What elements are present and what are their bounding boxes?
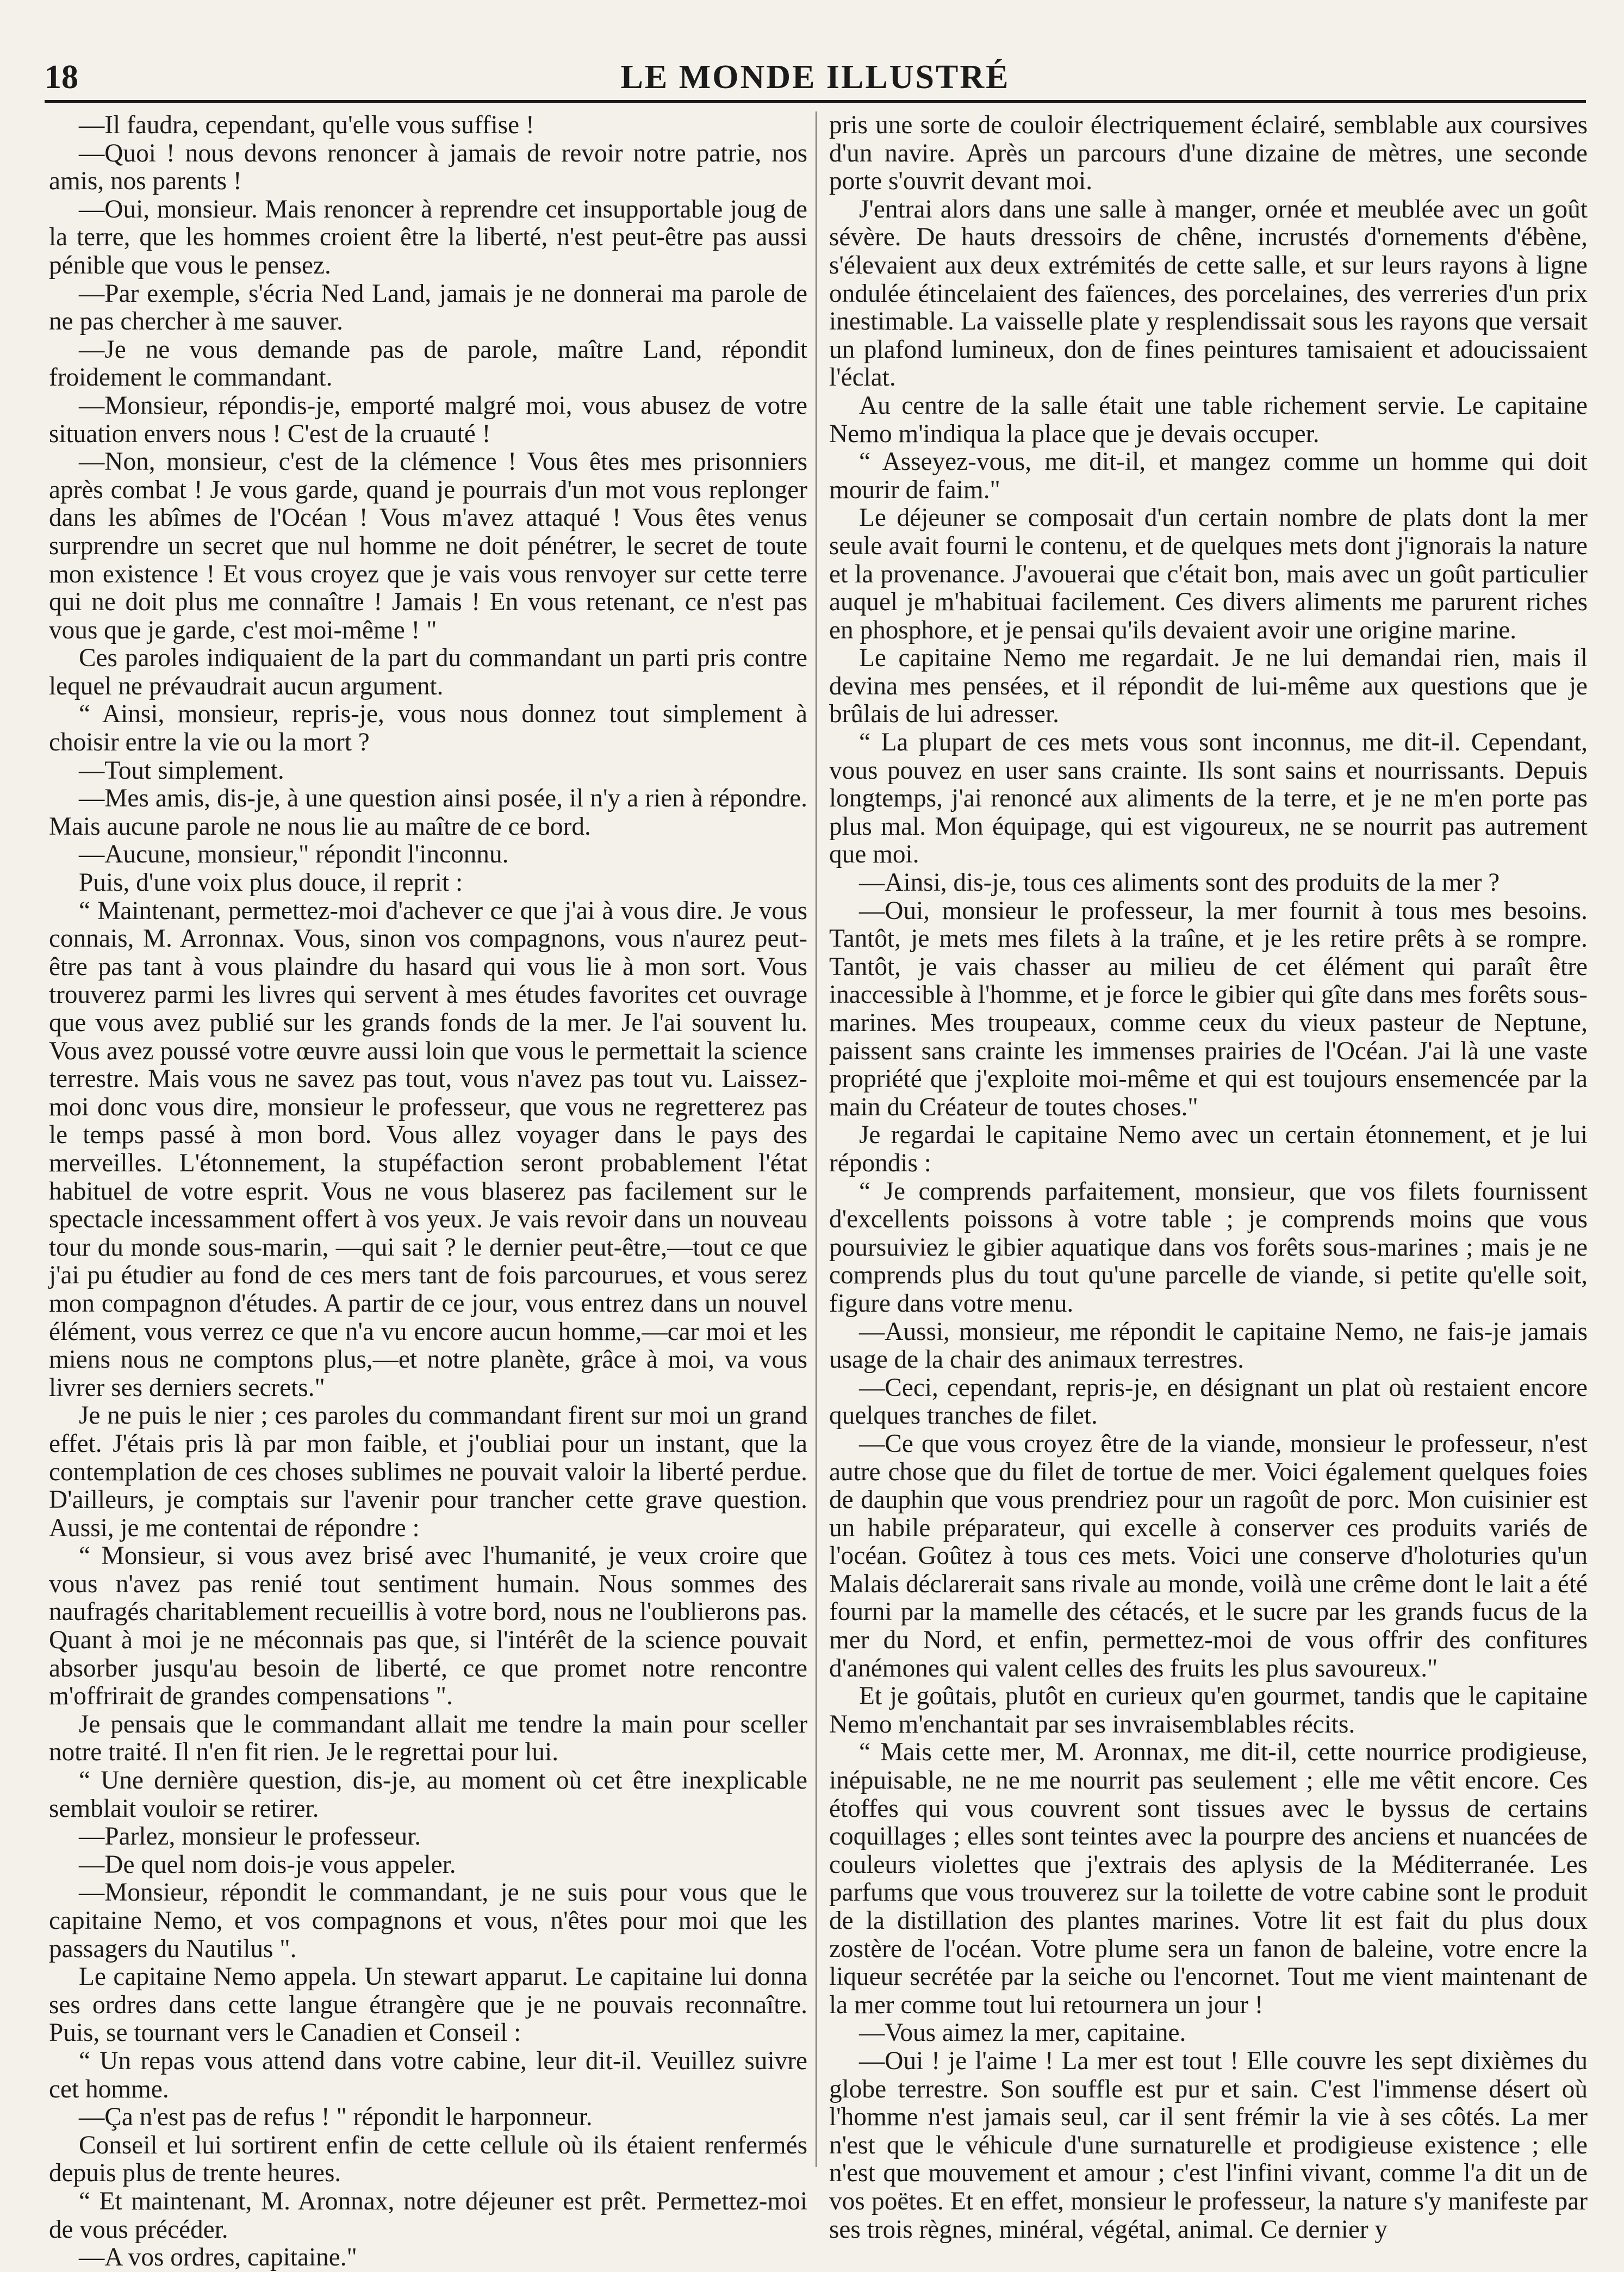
paragraph: —Quoi ! nous devons renoncer à jamais de revoir notre patrie, nos amis, nos parents ! bbox=[49, 139, 807, 196]
paragraph: —Aucune, monsieur," répondit l'inconnu. bbox=[79, 840, 509, 869]
paragraph: Conseil et lui sortirent enfin de cette cellule où ils étaient renfermés depuis plus de trente heures. bbox=[49, 2131, 807, 2188]
publication-title: LE MONDE ILLUSTRÉ bbox=[620, 59, 1010, 96]
paragraph: “ Maintenant, permettez-moi d'achever ce que j'ai à vous dire. Je vous connais, M. Arronnax. Vous, sinon vos compagnons, vous n'aurez peut-être pas tant à vous plaindre du hasard qui vous lie à mon sort. Vous trouverez parmi les livres qui servent à mes études favorites cet ouvrage que vous avez publié sur les grands fonds de la mer. Je l'ai souvent lu. Vous avez poussé votre œuvre aussi loin que vous le permettait la science terrestre. Mais vous ne savez pas tout, vous n'avez pas tout vu. Laissez-moi donc vous dire, monsieur le professeur, que vous ne regretterez pas le temps passé à mon bord. Vous allez voyager dans le pays des merveilles. L'étonnement, la stupéfaction seront probablement l'état habituel de votre esprit. Vous ne vous blaserez pas facilement sur le spectacle incessamment offert à vos yeux. Je vais revoir dans un nouveau tour du monde sous-marin, —qui sait ? le dernier peut-être,—tout ce que j'ai pu étudier au fond de ces mers tant de fois parcourues, et vous serez mon compagnon d'études. A partir de ce jour, vous entrez dans un nouvel élément, vous verrez ce que n'a vu encore aucun homme,—car moi et les miens nous ne comptons plus,—et notre planète, grâce à moi, va vous livrer ses derniers secrets." bbox=[49, 896, 807, 1402]
paragraph: “ Un repas vous attend dans votre cabine, leur dit-il. Veuillez suivre cet homme. bbox=[49, 2046, 807, 2103]
paragraph: —Aussi, monsieur, me répondit le capitaine Nemo, ne fais-je jamais usage de la chair des animaux terrestres. bbox=[829, 1317, 1588, 1374]
paragraph: —Ceci, cependant, repris-je, en désignant un plat où restaient encore quelques tranches de filet. bbox=[829, 1373, 1588, 1430]
paragraph: —Tout simplement. bbox=[79, 756, 284, 785]
column-divider bbox=[816, 111, 817, 2167]
paragraph: Et je goûtais, plutôt en curieux qu'en gourmet, tandis que le capitaine Nemo m'enchantait par ses invraisemblables récits. bbox=[829, 1682, 1588, 1739]
page-number: 18 bbox=[45, 59, 78, 96]
paragraph: —Oui, monsieur. Mais renoncer à reprendre cet insupportable joug de la terre, que les hommes croient être la liberté, n'est peut-être pas aussi pénible que vous le pensez. bbox=[49, 195, 807, 280]
paragraph: “ Asseyez-vous, me dit-il, et mangez comme un homme qui doit mourir de faim." bbox=[829, 448, 1588, 504]
right-column bbox=[829, 111, 1588, 2244]
paragraph: J'entrai alors dans une salle à manger, ornée et meublée avec un goût sévère. De hauts dressoirs de chêne, incrustés d'ornements d'ébène, s'élevaient aux deux extrémités de cette salle, et sur leurs rayons à ligne ondulée étincelaient des faïences, des porcelaines, des verreries d'un prix inestimable. La vaisselle plate y resplendissait sous les rayons que versait un plafond lumineux, don de fines peintures tamisaient et adoucissaient l'éclat. bbox=[829, 195, 1588, 392]
paragraph: —Ça n'est pas de refus ! " répondit le harponneur. bbox=[79, 2103, 593, 2132]
paragraph: “ La plupart de ces mets vous sont inconnus, me dit-il. Cependant, vous pouvez en user sans crainte. Ils sont sains et nourrissants. Depuis longtemps, j'ai renoncé aux aliments de la terre, et je ne m'en porte pas plus mal. Mon équipage, qui est vigoureux, ne se nourrit pas autrement que moi. bbox=[829, 728, 1588, 869]
paragraph: Ces paroles indiquaient de la part du commandant un parti pris contre lequel ne prévaudrait aucun argument. bbox=[49, 644, 807, 700]
paragraph: —Ainsi, dis-je, tous ces aliments sont des produits de la mer ? bbox=[859, 868, 1500, 897]
paragraph: —Mes amis, dis-je, à une question ainsi posée, il n'y a rien à répondre. Mais aucune parole ne nous lie au maître de ce bord. bbox=[49, 784, 807, 841]
paragraph: —Monsieur, répondis-je, emporté malgré moi, vous abusez de votre situation envers nous ! C'est de la cruauté ! bbox=[49, 391, 807, 448]
paragraph: pris une sorte de couloir électriquement éclairé, semblable aux coursives d'un navire. Après un parcours d'une dizaine de mètres, une seconde porte s'ouvrit devant moi. bbox=[829, 111, 1588, 196]
paragraph: —Je ne vous demande pas de parole, maître Land, répondit froidement le commandant. bbox=[49, 335, 807, 392]
paragraph: Je ne puis le nier ; ces paroles du commandant firent sur moi un grand effet. J'étais pris là par mon faible, et j'oubliai pour un instant, que la contemplation de ces choses sublimes ne pouvait valoir la liberté perdue. D'ailleurs, je comptais sur l'avenir pour trancher cette grave question. Aussi, je me contentai de répondre : bbox=[49, 1401, 807, 1542]
paragraph: “ Ainsi, monsieur, repris-je, vous nous donnez tout simplement à choisir entre la vie ou la mort ? bbox=[49, 700, 807, 757]
paragraph: Au centre de la salle était une table richement servie. Le capitaine Nemo m'indiqua la place que je devais occuper. bbox=[829, 391, 1588, 448]
paragraph: Le capitaine Nemo appela. Un stewart apparut. Le capitaine lui donna ses ordres dans cette langue étrangère que je ne pouvais reconnaître. Puis, se tournant vers le Canadien et Conseil : bbox=[49, 1963, 807, 2047]
paragraph: “ Je comprends parfaitement, monsieur, que vos filets fournissent d'excellents poissons à votre table ; je comprends moins que vous poursuiviez le gibier aquatique dans vos forêts sous-marines ; mais je ne comprends plus du tout qu'une parcelle de viande, si petite qu'elle soit, figure dans votre menu. bbox=[829, 1177, 1588, 1318]
paragraph: “ Et maintenant, M. Aronnax, notre déjeuner est prêt. Permettez-moi de vous précéder. bbox=[49, 2187, 807, 2244]
paragraph: —Ce que vous croyez être de la viande, monsieur le professeur, n'est autre chose que du filet de tortue de mer. Voici également quelques foies de dauphin que vous prendriez pour un ragoût de porc. Mon cuisinier est un habile préparateur, qui excelle à conserver ces produits variés de l'océan. Goûtez à tous ces mets. Voici une conserve d'holoturies qu'un Malais déclarerait sans rivale au monde, voilà une crême dont le lait a été fourni par la mamelle des cétacés, et le sucre par les grands fucus de la mer du Nord, et enfin, permettez-moi de vous offrir des confitures d'anémones qui valent celles des fruits les plus savoureux." bbox=[829, 1429, 1588, 1683]
paragraph: “ Monsieur, si vous avez brisé avec l'humanité, je veux croire que vous n'avez pas renié tout sentiment humain. Nous sommes des naufragés charitablement recueillis à votre bord, nous ne l'oublierons pas. Quant à moi je ne méconnais pas que, si l'intérêt de la science pouvait absorber jusqu'au besoin de liberté, ce que promet notre rencontre m'offrirait de grandes compensations ". bbox=[49, 1542, 807, 1711]
left-column bbox=[49, 111, 807, 2272]
paragraph: —Monsieur, répondit le commandant, je ne suis pour vous que le capitaine Nemo, et vos compagnons et vous, n'êtes pour moi que les passagers du Nautilus ". bbox=[49, 1878, 807, 1963]
paragraph: Je pensais que le commandant allait me tendre la main pour sceller notre traité. Il n'en fit rien. Je le regrettai pour lui. bbox=[49, 1710, 807, 1767]
paragraph: —Par exemple, s'écria Ned Land, jamais je ne donnerai ma parole de ne pas chercher à me sauver. bbox=[49, 279, 807, 336]
paragraph: —Parlez, monsieur le professeur. bbox=[79, 1822, 421, 1851]
paragraph: —Oui, monsieur le professeur, la mer fournit à tous mes besoins. Tantôt, je mets mes filets à la traîne, et je les retire prêts à se rompre. Tantôt, je vais chasser au milieu de cet élément qui paraît être inaccessible à l'homme, et je force le gibier qui gîte dans mes forêts sous-marines. Mes troupeaux, comme ceux du vieux pasteur de Neptune, paissent sans crainte les immenses prairies de l'Océan. J'ai là une vaste propriété que j'exploite moi-même et qui est toujours ensemencée par la main du Créateur de toutes choses." bbox=[829, 896, 1588, 1121]
paragraph: —Non, monsieur, c'est de la clémence ! Vous êtes mes prisonniers après combat ! Je vous garde, quand je pourrais d'un mot vous replonger dans les abîmes de l'Océan ! Vous m'avez attaqué ! Vous êtes venus surprendre un secret que nul homme ne doit pénétrer, le secret de toute mon existence ! Et vous croyez que je vais vous renvoyer sur cette terre qui ne doit plus me connaître ! Jamais ! En vous retenant, ce n'est pas vous que je garde, c'est moi-même ! " bbox=[49, 448, 807, 644]
paragraph: Je regardai le capitaine Nemo avec un certain étonnement, et je lui répondis : bbox=[829, 1121, 1588, 1177]
paragraph: —A vos ordres, capitaine." bbox=[79, 2243, 357, 2272]
paragraph: Le capitaine Nemo me regardait. Je ne lui demandai rien, mais il devina mes pensées, et il répondit de lui-même aux questions que je brûlais de lui adresser. bbox=[829, 644, 1588, 729]
paragraph: —De quel nom dois-je vous appeler. bbox=[79, 1850, 456, 1879]
page-header bbox=[45, 59, 1586, 103]
paragraph: “ Mais cette mer, M. Aronnax, me dit-il, cette nourrice prodigieuse, inépuisable, ne ne me nourrit pas seulement ; elle me vêtit encore. Ces étoffes qui vous couvrent sont tissues avec le byssus de certains coquillages ; elles sont teintes avec la pourpre des anciens et nuancées de couleurs violettes que j'extrais des aplysis de la Méditerranée. Les parfums que vous trouverez sur la toilette de votre cabine sont le produit de la distillation des plantes marines. Votre lit est fait du plus doux zostère de l'océan. Votre plume sera un fanon de baleine, votre encre la liqueur secrétée par la seiche ou l'encornet. Tout me vient maintenant de la mer comme tout lui retournera un jour ! bbox=[829, 1738, 1588, 2019]
paragraph: —Vous aimez la mer, capitaine. bbox=[859, 2019, 1186, 2047]
paragraph: Puis, d'une voix plus douce, il reprit : bbox=[79, 868, 463, 897]
paragraph: —Oui ! je l'aime ! La mer est tout ! Elle couvre les sept dixièmes du globe terrestre. Son souffle est pur et sain. C'est l'immense désert où l'homme n'est jamais seul, car il sent frémir la vie à ses côtés. La mer n'est que le véhicule d'une surnaturelle et prodigieuse existence ; elle n'est que mouvement et amour ; c'est l'infini vivant, comme l'a dit un de vos poëtes. Et en effet, monsieur le professeur, la nature s'y manifeste par ses trois règnes, minéral, végétal, animal. Ce dernier y bbox=[829, 2046, 1588, 2244]
paragraph: —Il faudra, cependant, qu'elle vous suffise ! bbox=[79, 111, 534, 139]
paragraph: Le déjeuner se composait d'un certain nombre de plats dont la mer seule avait fourni le contenu, et de quelques mets dont j'ignorais la nature et la provenance. J'avouerai que c'était bon, mais avec un goût particulier auquel je m'habituai facilement. Ces divers aliments me parurent riches en phosphore, et je pensai qu'ils devaient avoir une origine marine. bbox=[829, 504, 1588, 644]
paragraph: “ Une dernière question, dis-je, au moment où cet être inexplicable semblait vouloir se retirer. bbox=[49, 1766, 807, 1823]
